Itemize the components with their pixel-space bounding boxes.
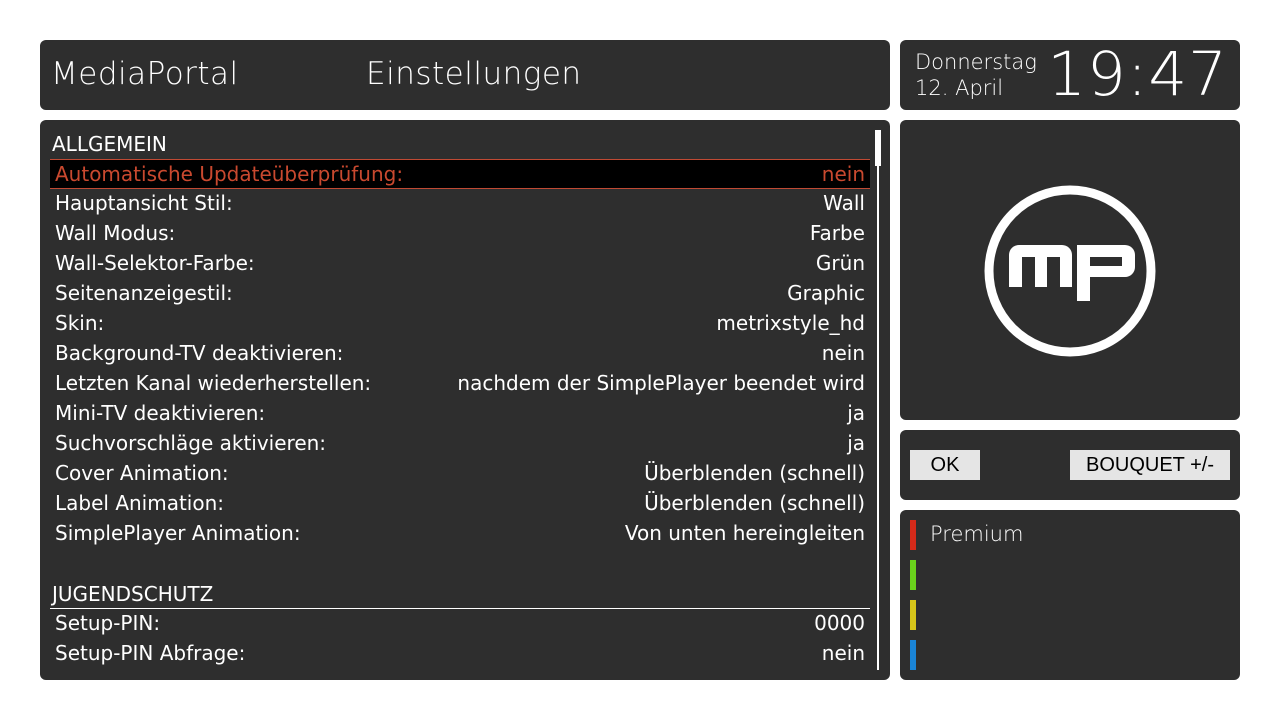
setting-value: Grün bbox=[815, 251, 865, 275]
setting-label: Mini-TV deaktivieren: bbox=[55, 401, 266, 425]
color-keys-panel bbox=[900, 510, 1240, 680]
setting-label: Seitenanzeigestil: bbox=[55, 281, 233, 305]
setting-row-auto-update[interactable] bbox=[50, 159, 870, 189]
setting-row-page-display-style[interactable] bbox=[50, 279, 870, 309]
key-hints-panel bbox=[900, 430, 1240, 500]
setting-label: Wall Modus: bbox=[55, 221, 176, 245]
yellow-key-indicator[interactable] bbox=[910, 600, 916, 630]
setting-label: Background-TV deaktivieren: bbox=[55, 341, 344, 365]
app-name: MediaPortal bbox=[51, 56, 239, 92]
setting-row-simpleplayer-animation[interactable] bbox=[50, 519, 870, 549]
red-key-label: Premium bbox=[930, 522, 1024, 546]
clock-panel bbox=[900, 40, 1240, 110]
setting-label: Skin: bbox=[55, 311, 105, 335]
red-key-indicator[interactable] bbox=[910, 520, 916, 550]
setting-row-cover-animation[interactable] bbox=[50, 459, 870, 489]
setting-value: nachdem der SimplePlayer beendet wird bbox=[457, 371, 865, 395]
setting-row-label-animation[interactable] bbox=[50, 489, 870, 519]
setting-label: SimplePlayer Animation: bbox=[55, 521, 301, 545]
scrollbar-thumb[interactable] bbox=[875, 130, 881, 166]
setting-row-wall-selector-color[interactable] bbox=[50, 249, 870, 279]
green-key-indicator[interactable] bbox=[910, 560, 916, 590]
setting-value: Graphic bbox=[787, 281, 865, 305]
setting-row-main-view-style[interactable] bbox=[50, 189, 870, 219]
mediaportal-logo-icon bbox=[982, 183, 1158, 359]
setting-label: Automatische Updateüberprüfung: bbox=[55, 162, 404, 186]
setting-label: Label Animation: bbox=[55, 491, 225, 515]
setting-value: Überblenden (schnell) bbox=[644, 461, 865, 485]
setting-value: Überblenden (schnell) bbox=[644, 491, 865, 515]
blue-key-indicator[interactable] bbox=[910, 640, 916, 670]
section-header-general: ALLGEMEIN bbox=[52, 132, 167, 156]
scrollbar-track[interactable] bbox=[877, 130, 879, 670]
setting-row-setup-pin[interactable] bbox=[50, 609, 870, 639]
page-title: Einstellungen bbox=[366, 56, 582, 92]
setting-value: Wall bbox=[823, 191, 865, 215]
section-header-youth-protection: JUGENDSCHUTZ bbox=[50, 579, 870, 609]
setting-label: Setup-PIN Abfrage: bbox=[55, 641, 246, 665]
ok-button[interactable]: OK bbox=[910, 450, 980, 480]
setting-value: Von unten hereingleiten bbox=[624, 521, 865, 545]
setting-row-restore-last-channel[interactable] bbox=[50, 369, 870, 399]
logo-panel bbox=[900, 120, 1240, 420]
setting-label: Wall-Selektor-Farbe: bbox=[55, 251, 255, 275]
date-label: 12. April bbox=[915, 76, 1004, 100]
setting-label: Suchvorschläge aktivieren: bbox=[55, 431, 327, 455]
setting-value: Farbe bbox=[809, 221, 865, 245]
settings-list bbox=[40, 120, 890, 680]
setting-row-mini-tv[interactable] bbox=[50, 399, 870, 429]
setting-value: ja bbox=[847, 431, 865, 455]
setting-value: nein bbox=[821, 341, 865, 365]
setting-value: 0000 bbox=[814, 611, 865, 635]
weekday-label: Donnerstag bbox=[915, 50, 1037, 74]
setting-value: nein bbox=[821, 162, 865, 186]
bouquet-button[interactable]: BOUQUET +/- bbox=[1070, 450, 1230, 480]
setting-row-skin[interactable] bbox=[50, 309, 870, 339]
setting-label: Setup-PIN: bbox=[55, 611, 161, 635]
setting-row-wall-mode[interactable] bbox=[50, 219, 870, 249]
setting-row-setup-pin-query[interactable] bbox=[50, 639, 870, 669]
setting-label: Hauptansicht Stil: bbox=[55, 191, 233, 215]
header-bar bbox=[40, 40, 890, 110]
setting-row-background-tv[interactable] bbox=[50, 339, 870, 369]
setting-value: metrixstyle_hd bbox=[716, 311, 865, 335]
time-label: 19:47 bbox=[1047, 40, 1228, 110]
setting-row-search-suggestions[interactable] bbox=[50, 429, 870, 459]
setting-label: Cover Animation: bbox=[55, 461, 229, 485]
setting-value: nein bbox=[821, 641, 865, 665]
setting-value: ja bbox=[847, 401, 865, 425]
setting-label: Letzten Kanal wiederherstellen: bbox=[55, 371, 372, 395]
